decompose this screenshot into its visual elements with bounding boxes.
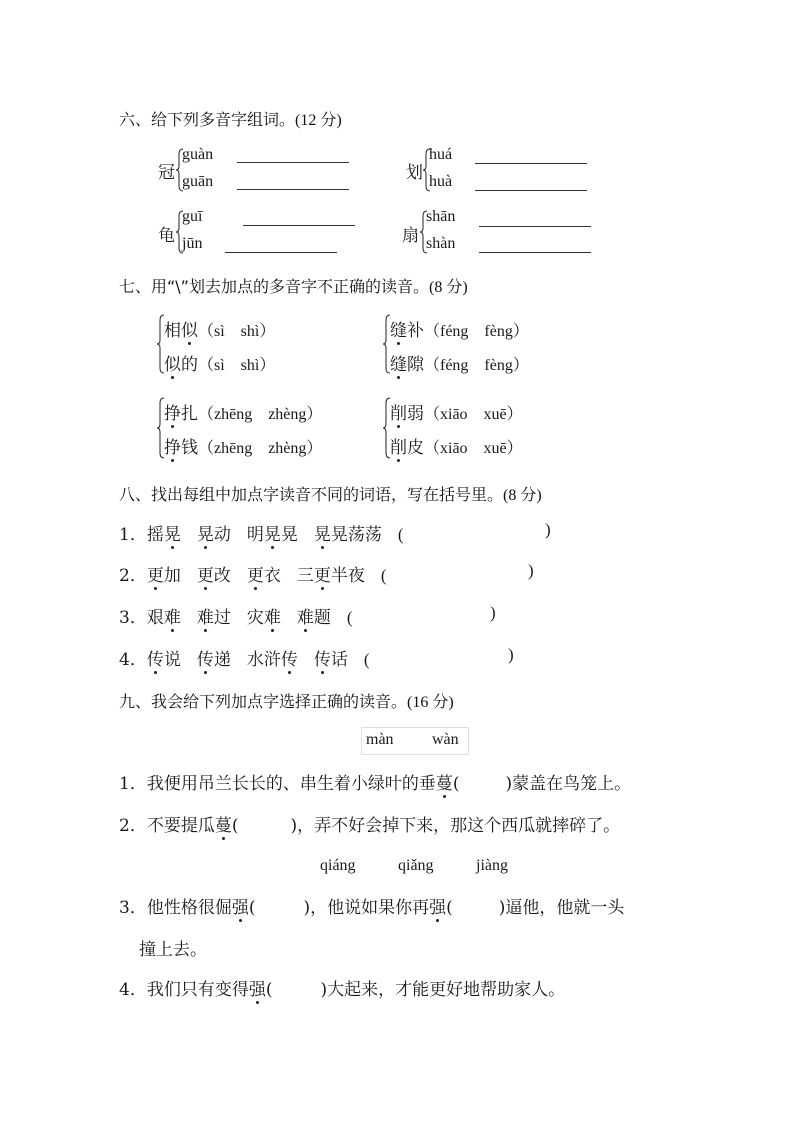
dotted-char: 传 [281, 645, 298, 670]
word-part: 摇 [146, 525, 164, 545]
word-part: 递 [213, 650, 231, 670]
word [197, 608, 231, 628]
word-part: 钱 [181, 438, 198, 458]
word [197, 525, 231, 545]
word-part: 皮 [407, 438, 424, 458]
paren-open: ( [248, 898, 256, 918]
polyphone-char: 扇 [402, 226, 419, 246]
paren-open: ( [231, 816, 239, 836]
sentence-text: )逼他，他就一头 [498, 898, 625, 918]
word-option-row [390, 350, 529, 375]
word-part: 衣 [263, 566, 281, 586]
dotted-char: 削 [390, 433, 407, 458]
word [147, 608, 181, 628]
item-number: 2． [119, 566, 147, 586]
sentence-text: 不要提瓜 [146, 816, 215, 836]
dotted-char: 传 [314, 645, 331, 670]
paren-open: ( [452, 774, 460, 794]
answer-blank[interactable] [440, 645, 503, 665]
dotted-char: 更 [247, 561, 264, 586]
paren-close: ) [508, 645, 514, 664]
word [247, 650, 298, 670]
dotted-char: 更 [197, 561, 214, 586]
section-9-points: (16 分) [407, 694, 454, 711]
dotted-char: 晃 [314, 520, 331, 545]
answer-blank[interactable] [479, 252, 591, 253]
dotted-char: 难 [297, 603, 314, 628]
word [297, 608, 331, 628]
word-option-row [164, 433, 322, 458]
word [247, 608, 281, 628]
section-7-points: (8 分) [428, 279, 468, 296]
word-part: 水浒 [246, 650, 281, 670]
item-number: 3． [119, 608, 147, 628]
word [197, 566, 231, 586]
reading: huá [429, 146, 453, 163]
group-item [119, 645, 370, 670]
word [314, 525, 382, 545]
word [247, 566, 281, 586]
dotted-char: 传 [147, 645, 164, 670]
paren-open: ( [380, 566, 387, 585]
reading: shān [426, 208, 456, 225]
word-part: 加 [163, 566, 181, 586]
word-part: 的 [181, 355, 198, 375]
paren-close: ) [490, 603, 496, 622]
dotted-char: 更 [314, 561, 331, 586]
word-option-row [164, 316, 275, 341]
reading: huà [429, 173, 453, 190]
word-part: 半夜 [330, 566, 365, 586]
word-part: 相 [164, 321, 181, 341]
word-part: 灾 [246, 608, 264, 628]
section-7-title: 七、用“\”划去加点的多音字不正确的读音。 [119, 277, 429, 296]
dotted-char: 似 [181, 316, 198, 341]
word-part: 过 [213, 608, 231, 628]
sentence-text: 我便用吊兰长长的、串生着小绿叶的垂 [146, 774, 436, 794]
sentence-text: )大起来，才能更好地帮助家人。 [320, 980, 566, 1000]
section-9-heading [119, 689, 454, 712]
word-part: 弱 [407, 404, 424, 424]
word-option-row [390, 433, 523, 458]
word-part: 题 [313, 608, 331, 628]
dotted-char: 强 [429, 893, 446, 918]
word-part: 隙 [407, 355, 424, 375]
dotted-char: 难 [164, 603, 181, 628]
word-option-row [164, 399, 322, 424]
dotted-char: 蔓 [215, 811, 232, 836]
reading: shàn [426, 235, 456, 252]
dotted-char: 晃 [164, 520, 181, 545]
item-number: 1． [119, 774, 147, 794]
group-item [119, 603, 353, 628]
sentence-3 [119, 893, 624, 918]
dotted-char: 强 [232, 893, 249, 918]
word [197, 650, 231, 670]
sentence-text: )，弄不好会掉下来，那这个西瓜就摔碎了。 [290, 816, 621, 836]
word [314, 650, 348, 670]
dotted-char: 挣 [164, 433, 181, 458]
sentence-2 [119, 811, 620, 836]
reading-options[interactable]: （zhēng zhèng） [198, 406, 323, 423]
word-option-row [390, 399, 523, 424]
paren-close: ) [528, 561, 534, 580]
dotted-char: 晃 [197, 520, 214, 545]
sentence-3-continued: 撞上去。 [139, 940, 207, 960]
answer-blank[interactable] [237, 189, 349, 190]
paren-open: ( [265, 980, 273, 1000]
sentence-text: 他性格很倔 [146, 898, 232, 918]
dotted-char: 蔓 [436, 769, 453, 794]
pinyin-choice: qiǎng [398, 857, 434, 874]
reading-options[interactable]: （sì shì） [198, 357, 276, 374]
reading-options[interactable]: （xiāo xuē） [424, 406, 523, 423]
answer-blank[interactable] [475, 190, 587, 191]
section-9-title: 九、我会给下列加点字选择正确的读音。 [119, 692, 408, 711]
word [297, 566, 365, 586]
reading-options[interactable]: （sì shì） [198, 323, 276, 340]
item-number: 4． [119, 980, 147, 1000]
dotted-char: 缝 [390, 316, 407, 341]
word-part: 明 [246, 525, 264, 545]
word [147, 525, 181, 545]
word-option-row [164, 350, 275, 375]
word-part: 改 [213, 566, 231, 586]
paren-open: ( [363, 650, 370, 669]
answer-blank[interactable] [237, 162, 349, 163]
dotted-char: 缝 [390, 350, 407, 375]
reading-options[interactable]: （zhēng zhèng） [198, 440, 323, 457]
word-part: 动 [213, 525, 231, 545]
answer-blank[interactable] [225, 252, 337, 253]
group-item [119, 561, 387, 586]
section-6-title: 六、给下列多音字组词。 [119, 110, 296, 129]
reading: guàn [182, 146, 214, 163]
polyphone-char: 龟 [158, 226, 175, 246]
word-part: 晃荡荡 [330, 525, 382, 545]
answer-blank[interactable] [475, 163, 587, 164]
reading-options[interactable]: （féng fèng） [424, 323, 529, 340]
paren-open: ( [397, 525, 404, 544]
answer-blank[interactable] [479, 226, 591, 227]
dotted-char: 削 [390, 399, 407, 424]
dotted-char: 似 [164, 350, 181, 375]
polyphone-char: 冠 [158, 163, 175, 183]
answer-blank[interactable] [440, 561, 523, 581]
word-part: 说 [163, 650, 181, 670]
answer-blank[interactable] [440, 520, 540, 540]
answer-blank[interactable] [243, 225, 355, 226]
sentence-text: 我们只有变得 [146, 980, 249, 1000]
sentence-4 [119, 975, 565, 1000]
answer-blank[interactable] [440, 603, 485, 623]
word [147, 650, 181, 670]
dotted-char: 强 [249, 975, 266, 1000]
sentence-1 [119, 769, 631, 794]
pinyin-choice: wàn [432, 731, 459, 748]
word-part: 晃 [280, 525, 298, 545]
section-7-heading [119, 274, 468, 297]
sentence-text: )蒙盖在鸟笼上。 [505, 774, 632, 794]
paren-open: ( [446, 898, 453, 918]
word-part: 艰 [146, 608, 164, 628]
word-part: 话 [330, 650, 348, 670]
word [147, 566, 181, 586]
section-8-points: (8 分) [503, 487, 542, 504]
pinyin-choice: qiáng [320, 857, 356, 874]
reading-options[interactable]: （xiāo xuē） [424, 440, 523, 457]
paren-close: ) [545, 520, 551, 539]
reading-options[interactable]: （féng fèng） [424, 357, 529, 374]
paren-open: ( [346, 608, 353, 627]
item-number: 2． [119, 816, 147, 836]
reading: guī [182, 208, 203, 225]
word [247, 525, 298, 545]
polyphone-char: 划 [406, 163, 423, 183]
section-8-heading [119, 482, 542, 505]
dotted-char: 难 [264, 603, 281, 628]
section-6-points: (12 分) [295, 112, 342, 129]
dotted-char: 传 [197, 645, 214, 670]
dotted-char: 晃 [264, 520, 281, 545]
dotted-char: 更 [147, 561, 164, 586]
section-6-heading [119, 107, 342, 130]
dotted-char: 难 [197, 603, 214, 628]
dotted-char: 挣 [164, 399, 181, 424]
word-part: 扎 [181, 404, 198, 424]
pinyin-choice: jiàng [476, 857, 508, 874]
item-number: 3． [119, 898, 147, 918]
word-part: 三 [296, 566, 314, 586]
pinyin-choice: màn [366, 731, 394, 748]
word-part: 补 [407, 321, 424, 341]
item-number: 4． [119, 650, 147, 670]
reading: jūn [182, 235, 203, 252]
group-item [119, 520, 404, 545]
item-number: 1． [119, 525, 147, 545]
sentence-text: )，他说如果你再 [303, 898, 430, 918]
reading: guān [182, 173, 214, 190]
section-8-title: 八、找出每组中加点字读音不同的词语，写在括号里。 [119, 485, 504, 504]
word-option-row [390, 316, 529, 341]
